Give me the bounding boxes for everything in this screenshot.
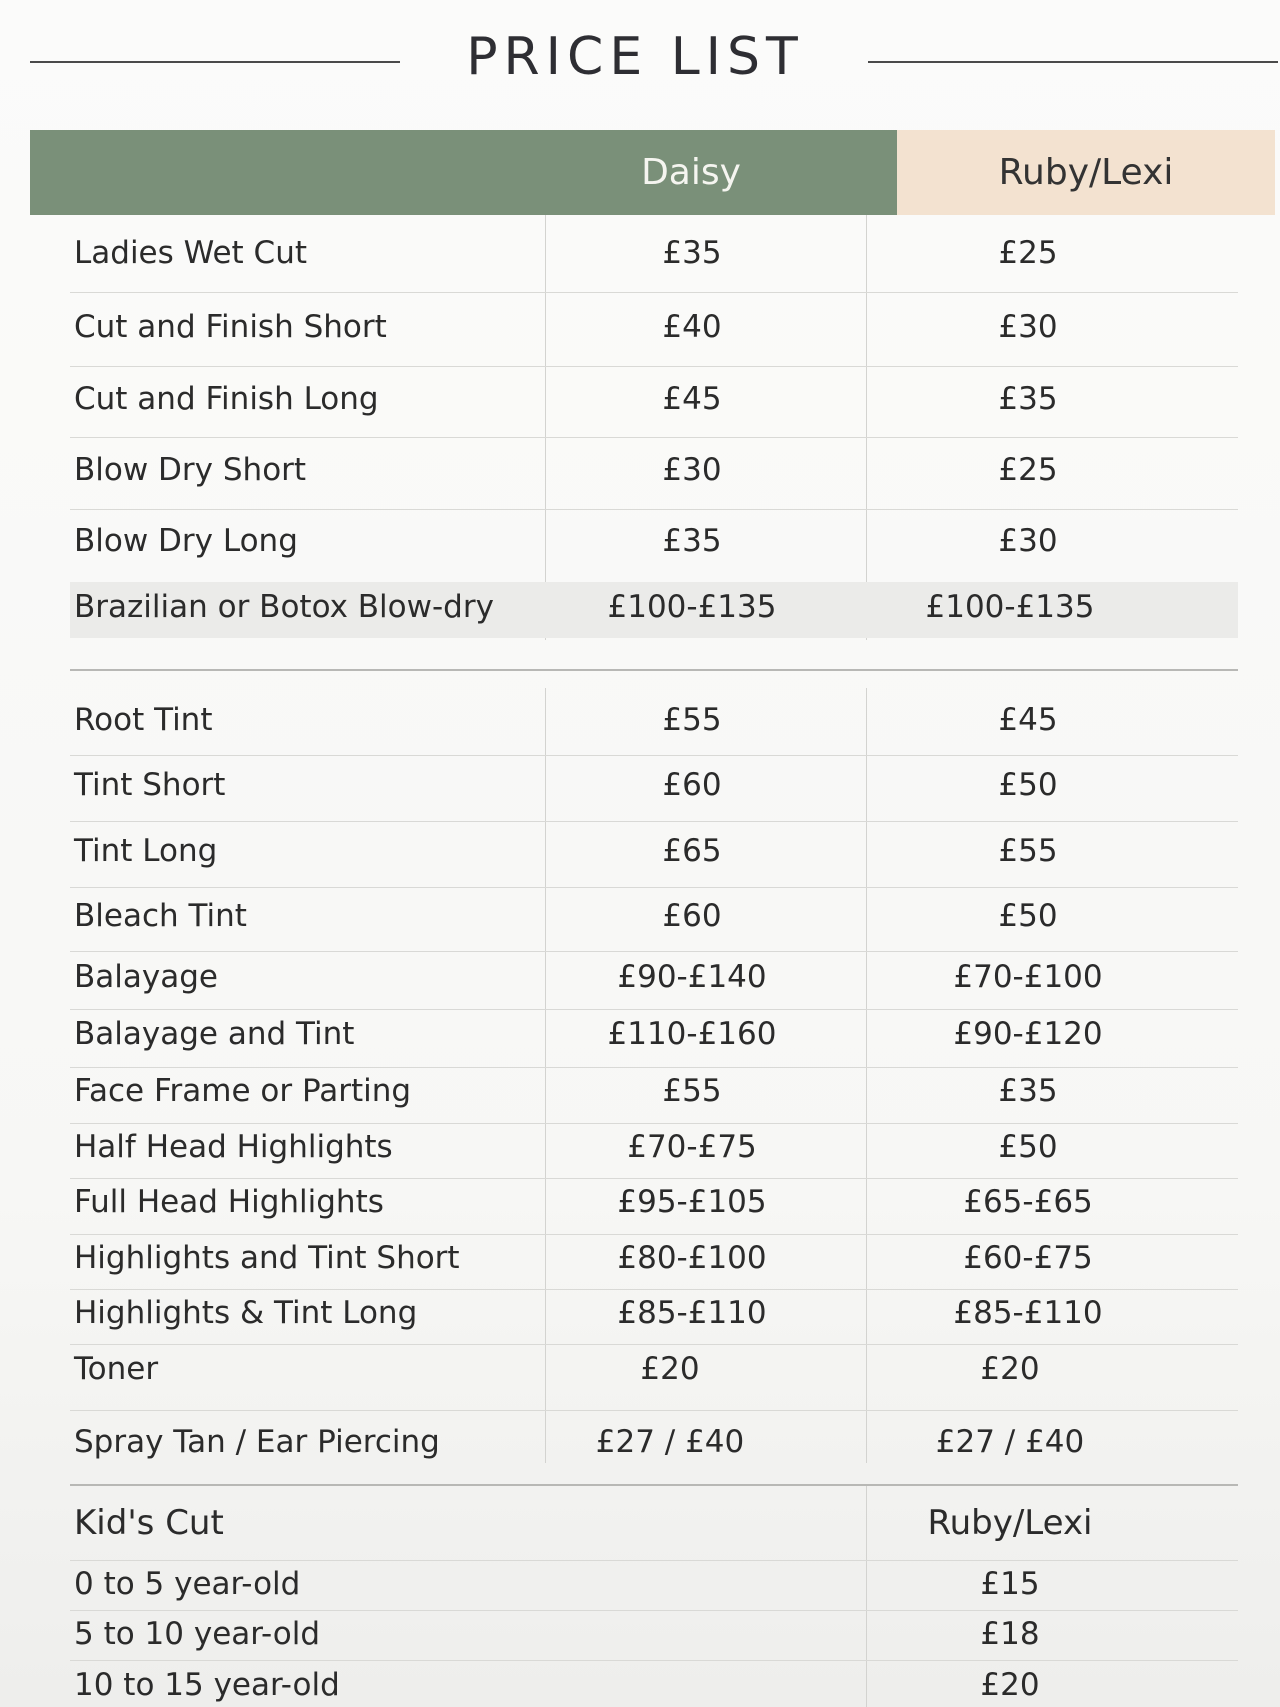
ruby-lexi-price: £30 — [998, 309, 1058, 345]
daisy-price: £35 — [662, 235, 722, 271]
row-divider — [70, 1234, 1238, 1235]
daisy-price: £30 — [662, 452, 722, 488]
age-range: 5 to 10 year-old — [74, 1616, 321, 1652]
ruby-lexi-price: £100-£135 — [925, 589, 1095, 625]
row-divider — [70, 1178, 1238, 1179]
row-divider — [70, 1289, 1238, 1290]
ruby-lexi-price: £85-£110 — [953, 1295, 1103, 1331]
daisy-price: £40 — [662, 309, 722, 345]
ruby-lexi-price: £60-£75 — [963, 1240, 1093, 1276]
service-name: Spray Tan / Ear Piercing — [74, 1424, 440, 1460]
daisy-price: £55 — [662, 1073, 722, 1109]
ruby-lexi-price: £20 — [980, 1351, 1040, 1387]
daisy-price: £110-£160 — [607, 1016, 777, 1052]
column-divider — [866, 215, 867, 640]
row-divider — [70, 755, 1238, 756]
page-title: PRICE LIST — [466, 27, 804, 87]
ruby-lexi-price: £25 — [998, 235, 1058, 271]
row-divider — [70, 437, 1238, 438]
row-divider — [70, 1610, 1238, 1611]
ruby-lexi-price: £18 — [980, 1616, 1040, 1652]
age-range: 0 to 5 year-old — [74, 1566, 301, 1602]
row-divider — [70, 1009, 1238, 1010]
service-name: Blow Dry Long — [74, 523, 298, 559]
ruby-lexi-price: £27 / £40 — [935, 1424, 1085, 1460]
row-divider — [70, 509, 1238, 510]
ruby-lexi-price: £45 — [998, 702, 1058, 738]
service-name: Face Frame or Parting — [74, 1073, 412, 1109]
ruby-lexi-price: £35 — [998, 1073, 1058, 1109]
kids-ruby-lexi-heading: Ruby/Lexi — [927, 1503, 1093, 1543]
service-name: Brazilian or Botox Blow-dry — [74, 589, 494, 625]
ruby-lexi-price: £25 — [998, 452, 1058, 488]
header-ruby-lexi: Ruby/Lexi — [897, 130, 1275, 215]
row-divider — [70, 1560, 1238, 1561]
title-rule-right — [868, 61, 1278, 63]
service-name: Highlights & Tint Long — [74, 1295, 418, 1331]
service-name: Tint Long — [74, 833, 218, 869]
ruby-lexi-price: £55 — [998, 833, 1058, 869]
header-daisy — [545, 130, 897, 215]
service-name: Cut and Finish Long — [74, 381, 379, 417]
row-divider — [70, 1123, 1238, 1124]
daisy-price: £80-£100 — [617, 1240, 767, 1276]
daisy-price: £27 / £40 — [595, 1424, 745, 1460]
ruby-lexi-price: £70-£100 — [953, 959, 1103, 995]
row-divider — [70, 887, 1238, 888]
ruby-lexi-price: £50 — [998, 767, 1058, 803]
service-name: Full Head Highlights — [74, 1184, 384, 1220]
row-divider — [70, 821, 1238, 822]
service-name: Cut and Finish Short — [74, 309, 387, 345]
header-service-column — [30, 130, 545, 215]
daisy-price: £85-£110 — [617, 1295, 767, 1331]
ruby-lexi-price: £50 — [998, 1129, 1058, 1165]
ruby-lexi-price: £15 — [980, 1566, 1040, 1602]
service-name: Half Head Highlights — [74, 1129, 393, 1165]
table-header — [30, 130, 1275, 215]
row-divider — [70, 292, 1238, 293]
title-bar — [0, 0, 1280, 120]
service-name: Highlights and Tint Short — [74, 1240, 460, 1276]
ruby-lexi-price: £30 — [998, 523, 1058, 559]
service-name: Blow Dry Short — [74, 452, 307, 488]
service-name: Ladies Wet Cut — [74, 235, 307, 271]
service-name: Bleach Tint — [74, 898, 247, 934]
daisy-price: £45 — [662, 381, 722, 417]
row-divider — [70, 1344, 1238, 1345]
daisy-price: £95-£105 — [617, 1184, 767, 1220]
row-divider — [70, 951, 1238, 952]
daisy-price: £35 — [662, 523, 722, 559]
row-divider — [70, 1410, 1238, 1411]
age-range: 10 to 15 year-old — [74, 1667, 340, 1703]
daisy-price: £90-£140 — [617, 959, 767, 995]
service-name: Toner — [74, 1351, 159, 1387]
service-name: Balayage — [74, 959, 218, 995]
daisy-price: £70-£75 — [627, 1129, 757, 1165]
row-divider — [70, 366, 1238, 367]
service-name: Tint Short — [74, 767, 226, 803]
section-divider — [70, 1484, 1238, 1486]
daisy-price: £20 — [640, 1351, 700, 1387]
column-divider — [866, 688, 867, 1463]
daisy-price: £60 — [662, 767, 722, 803]
daisy-price: £60 — [662, 898, 722, 934]
service-name: Root Tint — [74, 702, 213, 738]
ruby-lexi-price: £50 — [998, 898, 1058, 934]
ruby-lexi-price: £65-£65 — [963, 1184, 1093, 1220]
title-rule-left — [30, 61, 400, 63]
service-name: Balayage and Tint — [74, 1016, 355, 1052]
row-divider — [70, 1067, 1238, 1068]
section-divider — [70, 669, 1238, 671]
header-daisy-label: Daisy — [641, 152, 741, 193]
daisy-price: £65 — [662, 833, 722, 869]
row-divider — [70, 1660, 1238, 1661]
column-divider — [545, 215, 546, 640]
kids-cut-heading: Kid's Cut — [74, 1503, 224, 1543]
ruby-lexi-price: £90-£120 — [953, 1016, 1103, 1052]
daisy-price: £100-£135 — [607, 589, 777, 625]
ruby-lexi-price: £20 — [980, 1667, 1040, 1703]
daisy-price: £55 — [662, 702, 722, 738]
ruby-lexi-price: £35 — [998, 381, 1058, 417]
